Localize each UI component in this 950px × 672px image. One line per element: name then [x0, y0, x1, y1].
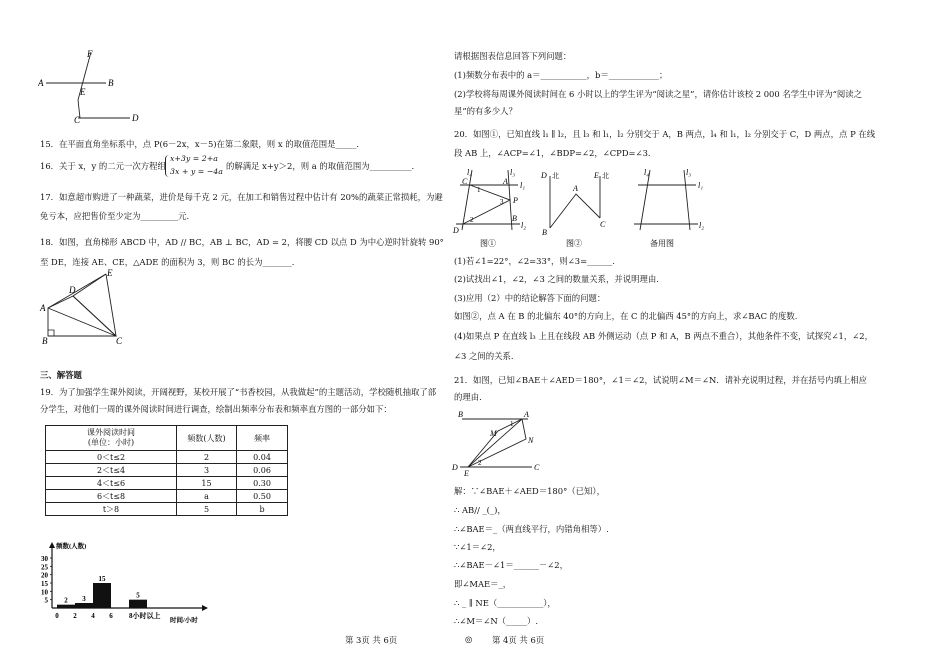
label-B: B	[458, 410, 463, 419]
q20-part2: (2)试找出∠1，∠2，∠3 之间的数量关系，并说明理由.	[454, 274, 659, 284]
bar-value-label: 5	[136, 591, 140, 600]
label-F: F	[87, 49, 93, 59]
label-A: A	[38, 78, 44, 88]
header-count: 频数(人数)	[177, 426, 237, 451]
label-north-1: 北	[552, 172, 559, 180]
label-north-2: 北	[602, 172, 609, 180]
x-tick-label: 2	[73, 612, 77, 620]
right-page	[442, 0, 950, 672]
question-15: 15．在平面直角坐标系中，点 P(6－2x，x－5)在第二象限，则 x 的取值范围是_____.	[40, 139, 360, 149]
label-E: E	[594, 171, 599, 180]
label-A: A	[503, 177, 508, 186]
angle-2: 2	[478, 459, 482, 467]
caption: 图①	[480, 239, 496, 248]
bar-value-label: 3	[82, 595, 86, 603]
y-tick-label: 5	[44, 596, 48, 605]
cell: 2	[177, 451, 237, 464]
y-tick-label: 15	[41, 580, 48, 588]
table-row	[46, 503, 288, 516]
label-P: P	[513, 196, 518, 205]
cell: 6＜t≤8	[46, 490, 177, 503]
footer-page-right: 第 4页 共 6页	[492, 635, 545, 645]
segment-dc	[73, 296, 116, 336]
line-l4	[640, 170, 650, 230]
segment-ae	[48, 274, 106, 308]
caption: 图②	[566, 239, 582, 248]
solution-step-4: ∵∠1＝∠2，	[454, 542, 501, 552]
bar-value-label: 2	[64, 596, 68, 605]
x-axis-arrow	[202, 605, 208, 611]
question-18-line2: 至 DE，连接 AE、CE，△ADE 的面积为 3，则 BC 的长为_______.	[40, 257, 295, 267]
question-20-line1: 20．如图①，已知直线 l₁ ∥ l₂，且 l₃ 和 l₁，l₂ 分别交于 A，B 两点，l₄ 和 l₁，l₂ 分别交于 C，D 两点，点 P 在线	[454, 129, 876, 139]
line-ae	[468, 419, 522, 467]
label-C: C	[116, 336, 123, 346]
segment-ce	[106, 274, 116, 336]
label-B: B	[42, 336, 48, 346]
q16-equation-1: x+3y = 2+a	[170, 154, 218, 163]
question-17-line1: 17．如意超市购进了一种蔬菜，进价是每千克 2 元，在加工和销售过程中估计有 20%的蔬菜正常损耗，为避	[40, 192, 443, 202]
label-l4: l₄	[467, 168, 473, 177]
table-row	[46, 490, 288, 503]
table-row	[46, 451, 288, 464]
label-C: C	[462, 177, 468, 186]
table-header-row	[46, 426, 288, 451]
solution-step-2: ∴ AB// _(_)，	[454, 505, 506, 515]
frequency-table	[45, 425, 288, 516]
label-l3: l₃	[686, 168, 692, 177]
left-page	[0, 0, 442, 672]
cell: 0＜t≤2	[46, 451, 177, 464]
x-axis-label: 时间/小时	[170, 617, 198, 624]
frequency-histogram	[30, 538, 220, 628]
label-A: A	[573, 184, 578, 193]
header-time-line1: 课外阅读时间	[87, 428, 135, 437]
cell: 4＜t≤6	[46, 477, 177, 490]
y-tick-label: 30	[41, 555, 48, 563]
label-B: B	[542, 228, 547, 237]
figure-20-1	[450, 166, 532, 250]
line-l3	[684, 170, 690, 230]
label-l4: l₄	[644, 168, 650, 177]
cell: t＞8	[46, 503, 177, 516]
label-E: E	[464, 469, 469, 477]
histogram-bar	[93, 583, 111, 608]
label-D: D	[452, 463, 458, 472]
table-row	[46, 477, 288, 490]
section-3-heading: 三、解答题	[40, 370, 82, 380]
solution-step-5: ∴∠BAE－∠1＝______－∠2，	[454, 560, 568, 570]
figure-trapezoid	[38, 268, 133, 346]
q19-part2-line2: 星”的有多少人？	[454, 106, 517, 116]
label-C: C	[600, 220, 606, 229]
histogram-bar	[57, 605, 75, 608]
cell: b	[237, 503, 288, 516]
label-A: A	[524, 410, 529, 419]
cell: 0.06	[237, 464, 288, 477]
header-rate: 频率	[237, 426, 288, 451]
figure-21	[450, 405, 550, 477]
x-tick-label: 8小时以上	[129, 612, 161, 620]
footer-page-left: 第 3页 共 6页	[345, 635, 398, 645]
label-A: A	[40, 303, 46, 313]
segment-ac	[48, 308, 116, 336]
solution-step-8: ∴∠M＝∠N（_____）.	[454, 616, 538, 626]
q19-intro: 请根据图表信息回答下列问题：	[454, 51, 572, 61]
chart-title: 频数(人数)	[56, 543, 87, 550]
cell: 3	[177, 464, 237, 477]
cell: 2＜t≤4	[46, 464, 177, 477]
label-C: C	[74, 115, 81, 125]
cell: 0.30	[237, 477, 288, 490]
q19-part1: (1)频数分布表中的 a＝___________，b＝____________；	[454, 70, 668, 80]
figure-20-2	[538, 166, 618, 250]
histogram-bar	[75, 603, 93, 608]
q20-part1: (1)若∠1=22°，∠2=33°，则∠3=______.	[454, 256, 615, 266]
question-16-pre: 16．关于 x，y 的二元一次方程组	[40, 161, 166, 171]
angle-1: 1	[477, 186, 481, 194]
angle-3: 3	[500, 198, 504, 206]
right-angle-mark	[48, 330, 54, 336]
label-l1: l₁	[520, 181, 526, 190]
question-18-line1: 18．如图，直角梯形 ABCD 中，AD // BC，AB ⊥ BC，AD = 2，将腰 CD 以点 D 为中心逆时针旋转 90°	[40, 237, 444, 247]
label-l1: l₁	[698, 181, 704, 190]
path-bac	[550, 194, 600, 228]
angle-2: 2	[470, 216, 474, 224]
histogram-bar	[129, 600, 147, 608]
figure-20-backup	[628, 166, 712, 250]
q20-part3: (3)应用（2）中的结论解答下面的问题：	[454, 293, 606, 303]
y-tick-label: 25	[41, 563, 48, 572]
solution-step-6: 即∠MAE＝_，	[454, 579, 512, 589]
figure-parallel-lines	[38, 48, 148, 126]
label-l3: l₃	[510, 168, 516, 177]
caption: 备用图	[650, 239, 674, 248]
label-B: B	[108, 78, 114, 88]
q20-part3b: 如图②，点 A 在 B 的北偏东 40°的方向上，在 C 的北偏西 45°的方向上，求∠BAC 的度数.	[454, 311, 798, 321]
label-M: M	[490, 429, 497, 438]
label-N: N	[528, 436, 534, 445]
x-tick-label: 6	[109, 612, 113, 620]
cell: 15	[177, 477, 237, 490]
label-E: E	[80, 87, 86, 97]
y-tick-label: 10	[41, 588, 48, 597]
bar-value-label: 15	[98, 575, 106, 583]
y-axis-arrow	[49, 542, 55, 548]
question-20-line2: 段 AB 上，∠ACP=∠1，∠BDP=∠2，∠CPD=∠3.	[454, 148, 651, 158]
q20-part4-line2: ∠3 之间的关系.	[454, 351, 514, 361]
cell: 0.04	[237, 451, 288, 464]
label-D: D	[69, 285, 76, 295]
solution-step-7: ∴ _ ∥ NE（___________），	[454, 598, 556, 608]
header-time	[46, 426, 177, 451]
q20-part4-line1: (4)如果点 P 在直线 l₃ 上且在线段 AB 外侧运动（点 P 和 A，B 两点不重合），其他条件不变，试探究∠1，∠2，	[454, 331, 873, 341]
table-row	[46, 464, 288, 477]
label-l2: l₂	[521, 221, 527, 230]
cell: a	[177, 490, 237, 503]
footer-separator: ◎	[465, 634, 473, 644]
q16-equation-2: 3x + y = −4a	[170, 167, 223, 176]
angle-1: 1	[510, 420, 514, 428]
y-tick-label: 20	[41, 571, 48, 580]
q19-part2-line1: (2)学校将每周课外阅读时间在 6 小时以上的学生评为“阅读之星”，请你估计该校 2 000 名学生中评为“阅读之	[454, 89, 863, 99]
question-21-line1: 21．如图，已知∠BAE＋∠AED＝180°，∠1＝∠2，试说明∠M＝∠N．请补充说明过程，并在括号内填上相应	[454, 375, 868, 385]
label-D: D	[132, 113, 139, 123]
header-time-line2: (单位：小时)	[87, 438, 135, 447]
label-E: E	[107, 268, 113, 278]
question-19-line1: 19．为了加强学生课外阅读，开阔视野，某校开展了“书香校园，从我做起”的主题活动，学校随机抽取了部	[40, 387, 437, 397]
x-tick-label: 0	[55, 612, 59, 620]
label-B: B	[512, 214, 517, 223]
solution-step-3: ∴∠BAE＝_（两直线平行，内错角相等）.	[454, 524, 609, 534]
solution-step-1: 解：∵∠BAE＋∠AED＝180°（已知），	[454, 486, 605, 496]
x-tick-label: 4	[91, 612, 95, 620]
label-l2: l₂	[699, 221, 705, 230]
label-C: C	[534, 463, 540, 472]
label-D: D	[453, 226, 459, 235]
question-17-line2: 免亏本，应把售价至少定为_________元.	[40, 211, 190, 221]
question-19-line2: 分学生，对他们一周的课外阅读时间进行调查，绘制出频率分布表和频率直方图的一部分如下：	[40, 404, 392, 414]
question-21-line2: 的理由.	[454, 392, 482, 402]
question-16-post: 的解满足 x+y＞2，则 a 的取值范围为__________.	[226, 161, 415, 171]
cell: 5	[177, 503, 237, 516]
label-D: D	[541, 171, 547, 180]
cell: 0.50	[237, 490, 288, 503]
